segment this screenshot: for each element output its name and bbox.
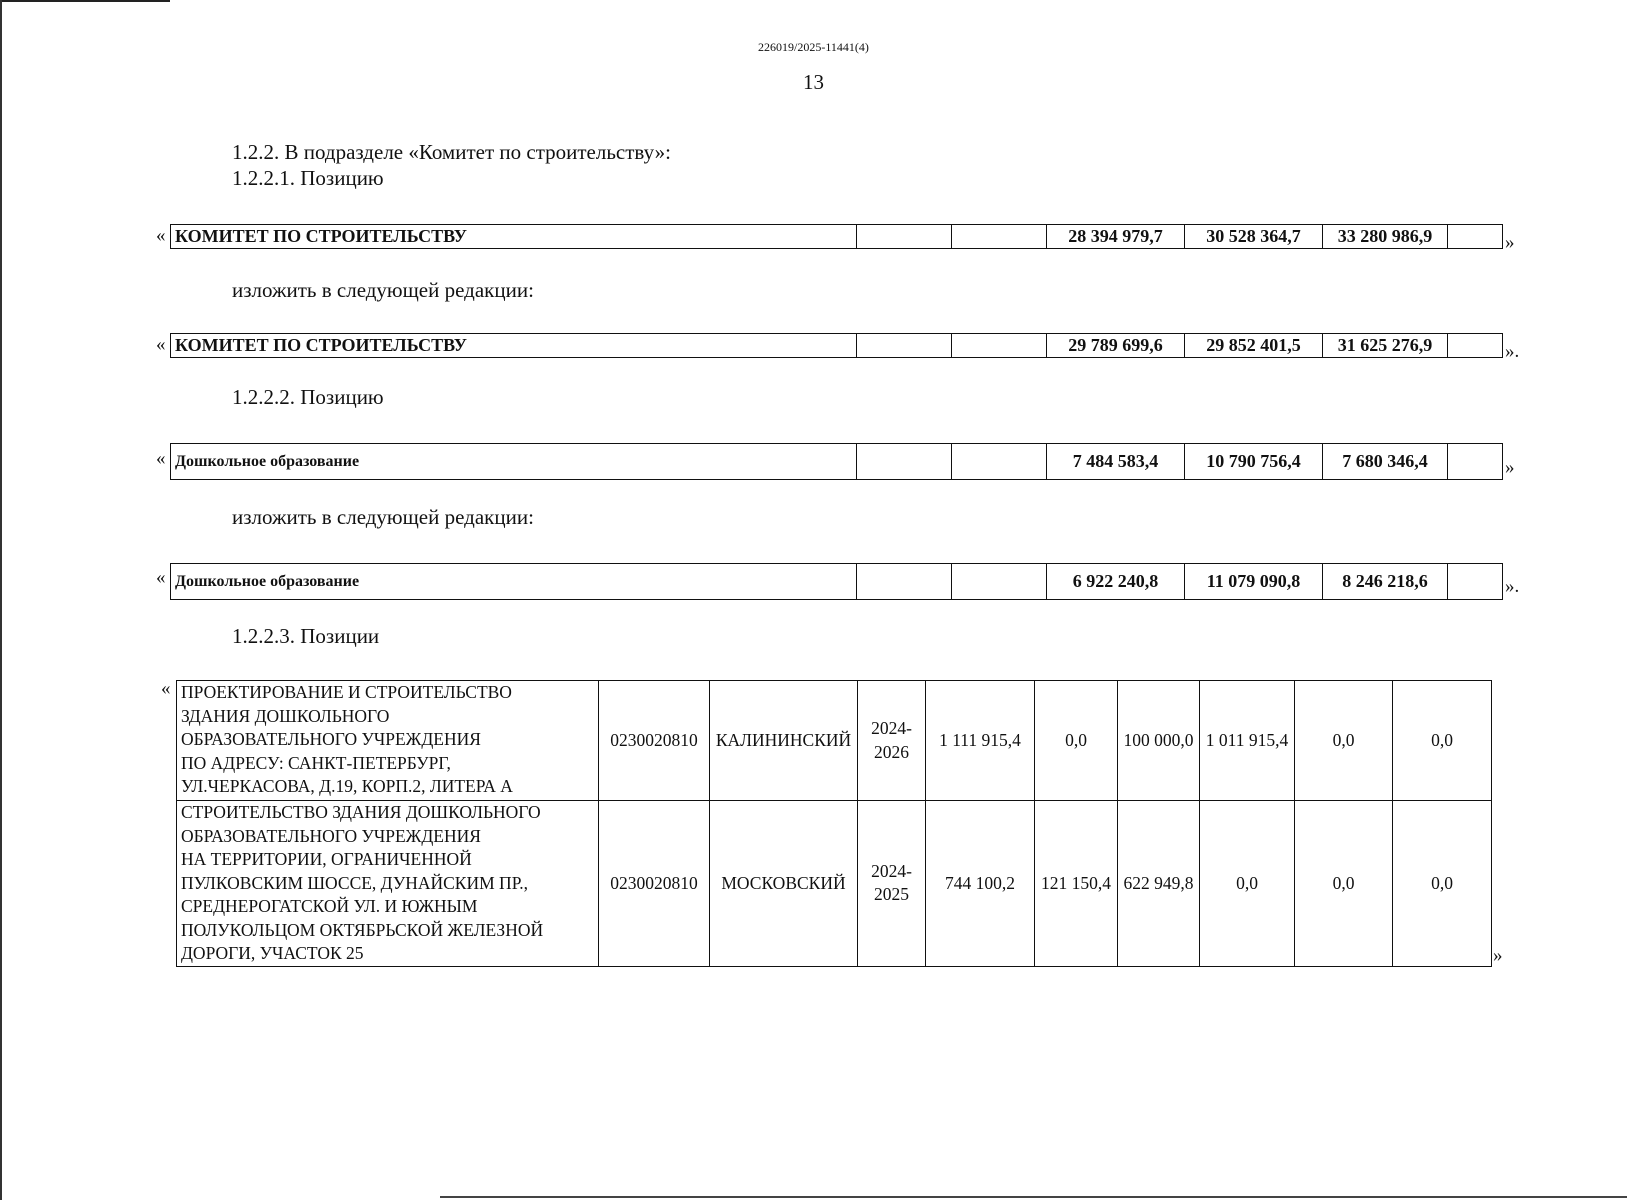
amount-cell: 0,0	[1035, 681, 1118, 801]
table-row	[177, 681, 1492, 801]
amount-2027: 7 680 346,4	[1323, 444, 1448, 480]
scan-border-bottom	[440, 1196, 1627, 1198]
close-quote: »	[1505, 232, 1515, 253]
amount-2026: 10 790 756,4	[1185, 444, 1323, 480]
position-table-1	[170, 224, 1503, 249]
table-row	[171, 225, 1503, 249]
empty-cell	[952, 564, 1047, 600]
district: МОСКОВСКИЙ	[710, 801, 858, 967]
amount-cell: 0,0	[1295, 681, 1393, 801]
paragraph-1-2-2-2: 1.2.2.2. Позицию	[232, 385, 384, 409]
object-name-cell	[177, 681, 599, 801]
position-name: Дошкольное образование	[171, 564, 857, 600]
empty-cell	[1448, 334, 1503, 358]
paragraph-1-2-2: 1.2.2. В подразделе «Комитет по строительству»:	[232, 140, 671, 164]
empty-cell	[1448, 444, 1503, 480]
amount-2025: 6 922 240,8	[1047, 564, 1185, 600]
empty-cell	[857, 444, 952, 480]
amount-2025: 7 484 583,4	[1047, 444, 1185, 480]
object-name-line: ПОЛУКОЛЬЦОМ ОКТЯБРЬСКОЙ ЖЕЛЕЗНОЙ	[181, 919, 544, 940]
paragraph-1-2-2-1: 1.2.2.1. Позицию	[232, 166, 384, 190]
open-quote: «	[161, 678, 171, 699]
object-name-line: ДОРОГИ, УЧАСТОК 25	[181, 943, 364, 963]
open-quote: «	[156, 225, 166, 246]
close-quote: ».	[1505, 576, 1520, 597]
table-row	[171, 334, 1503, 358]
object-name-line: УЛ.ЧЕРКАСОВА, Д.19, КОРП.2, ЛИТЕРА А	[181, 776, 513, 796]
amount-cell: 0,0	[1393, 681, 1492, 801]
position-table-2	[170, 333, 1503, 358]
years-from: 2024-	[871, 860, 912, 881]
amount-cell: 0,0	[1393, 801, 1492, 967]
table-row	[177, 801, 1492, 967]
amount-cell: 0,0	[1200, 801, 1295, 967]
close-quote: ».	[1505, 341, 1520, 362]
position-table-3	[170, 443, 1503, 480]
target-code: 0230020810	[599, 681, 710, 801]
position-table-4	[170, 563, 1503, 600]
amount-2026: 30 528 364,7	[1185, 225, 1323, 249]
open-quote: «	[156, 448, 166, 469]
total-cost: 744 100,2	[926, 801, 1035, 967]
empty-cell	[952, 334, 1047, 358]
amount-2027: 8 246 218,6	[1323, 564, 1448, 600]
amount-2027: 33 280 986,9	[1323, 225, 1448, 249]
object-name-line: ЗДАНИЯ ДОШКОЛЬНОГО	[181, 705, 390, 726]
years-cell	[858, 801, 926, 967]
empty-cell	[1448, 225, 1503, 249]
years-to: 2025	[874, 884, 909, 905]
object-name-line: СТРОИТЕЛЬСТВО ЗДАНИЯ ДОШКОЛЬНОГО	[181, 802, 541, 822]
years-to: 2026	[874, 741, 909, 762]
scan-border-left	[0, 0, 2, 1200]
amount-2025: 29 789 699,6	[1047, 334, 1185, 358]
paragraph-1-2-2-3: 1.2.2.3. Позиции	[232, 624, 380, 648]
object-name-cell	[177, 801, 599, 967]
empty-cell	[952, 225, 1047, 249]
table-row	[171, 564, 1503, 600]
total-cost: 1 111 915,4	[926, 681, 1035, 801]
object-name-line: ПРОЕКТИРОВАНИЕ И СТРОИТЕЛЬСТВО	[181, 682, 512, 702]
object-name-line: ПО АДРЕСУ: САНКТ-ПЕТЕРБУРГ,	[181, 752, 451, 773]
amount-cell: 622 949,8	[1118, 801, 1200, 967]
empty-cell	[857, 334, 952, 358]
position-name: Дошкольное образование	[171, 444, 857, 480]
amount-2025: 28 394 979,7	[1047, 225, 1185, 249]
position-name: КОМИТЕТ ПО СТРОИТЕЛЬСТВУ	[171, 334, 857, 358]
open-quote: «	[156, 334, 166, 355]
replace-phrase: изложить в следующей редакции:	[232, 278, 534, 302]
open-quote: «	[156, 567, 166, 588]
amount-2027: 31 625 276,9	[1323, 334, 1448, 358]
object-name-line: ПУЛКОВСКИМ ШОССЕ, ДУНАЙСКИМ ПР.,	[181, 872, 528, 893]
years-cell	[858, 681, 926, 801]
amount-2026: 29 852 401,5	[1185, 334, 1323, 358]
table-row	[171, 444, 1503, 480]
scan-border-top	[0, 0, 170, 2]
empty-cell	[952, 444, 1047, 480]
target-code: 0230020810	[599, 801, 710, 967]
amount-cell: 1 011 915,4	[1200, 681, 1295, 801]
amount-cell: 0,0	[1295, 801, 1393, 967]
replace-phrase: изложить в следующей редакции:	[232, 505, 534, 529]
amount-cell: 100 000,0	[1118, 681, 1200, 801]
close-quote: »	[1505, 457, 1515, 478]
empty-cell	[1448, 564, 1503, 600]
object-name-line: СРЕДНЕРОГАТСКОЙ УЛ. И ЮЖНЫМ	[181, 896, 478, 916]
district: КАЛИНИНСКИЙ	[710, 681, 858, 801]
empty-cell	[857, 564, 952, 600]
object-name-line: НА ТЕРРИТОРИИ, ОГРАНИЧЕННОЙ	[181, 849, 472, 869]
objects-table	[176, 680, 1492, 967]
close-quote: »	[1493, 945, 1503, 966]
amount-2026: 11 079 090,8	[1185, 564, 1323, 600]
years-from: 2024-	[871, 718, 912, 738]
document-id: 226019/2025-11441(4)	[758, 40, 869, 54]
amount-cell: 121 150,4	[1035, 801, 1118, 967]
object-name-line: ОБРАЗОВАТЕЛЬНОГО УЧРЕЖДЕНИЯ	[181, 825, 481, 846]
page-number: 13	[803, 70, 824, 94]
position-name: КОМИТЕТ ПО СТРОИТЕЛЬСТВУ	[171, 225, 857, 249]
object-name-line: ОБРАЗОВАТЕЛЬНОГО УЧРЕЖДЕНИЯ	[181, 729, 481, 749]
empty-cell	[857, 225, 952, 249]
